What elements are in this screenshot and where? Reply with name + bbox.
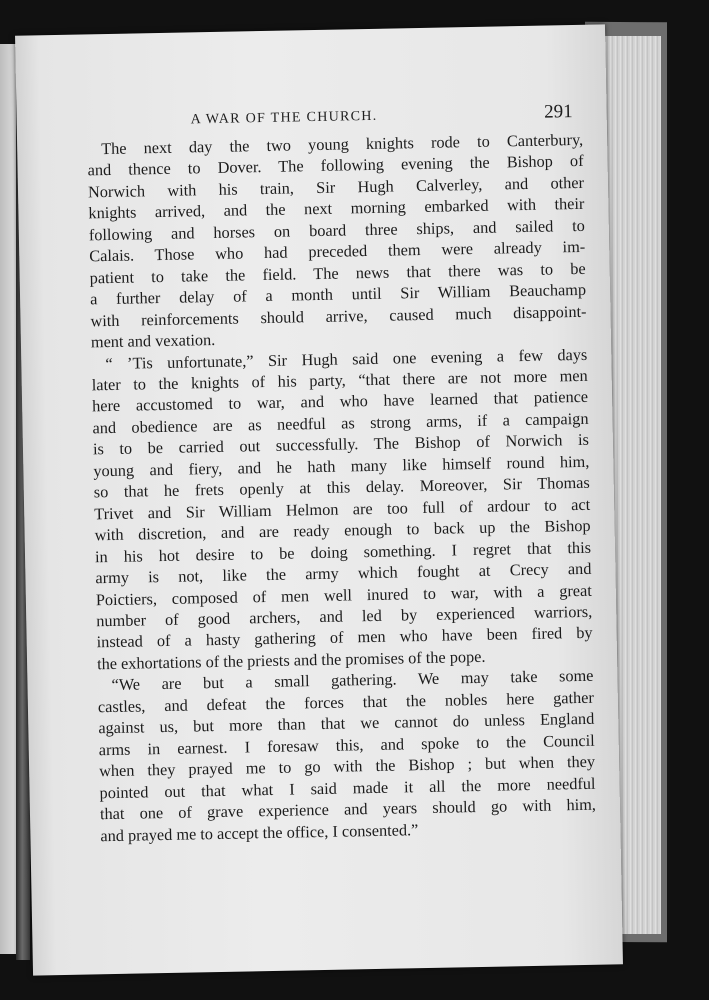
text-line: patient to take the field. The news that there was to be: [89, 258, 586, 288]
text-line: with reinforcements should arrive, caused much disappoint-: [90, 301, 587, 330]
paragraph: [87, 129, 587, 353]
text-line: the exhortations of the priests and the promises of the pope.: [96, 646, 486, 674]
text-line: arms in earnest. I foresaw this, and spoke to the Council: [98, 730, 595, 759]
text-line: against us, but more than that we cannot do unless England: [98, 708, 595, 738]
text-line: number of good archers, and led by experienced warriors,: [96, 601, 593, 631]
text-line: Trivet and Sir William Helmon are too full of ardour to act: [94, 494, 591, 524]
text-line: knights arrived, and the next morning embarked with their: [88, 194, 585, 223]
text-line: later to the knights of his party, “that there are not more men: [91, 365, 588, 395]
paragraph: [97, 665, 596, 846]
text-line: Calais. Those who had preceded them were already im-: [89, 237, 586, 266]
text-line: young and fiery, and he hath many like himself round him,: [93, 451, 590, 481]
text-line: ment and vexation.: [90, 330, 216, 352]
page-number: 291: [543, 101, 573, 123]
text-line: so that he frets openly at this delay. Moreover, Sir Thomas: [93, 473, 590, 502]
body-text: [87, 129, 596, 846]
text-line: “ ’Tis unfortunate,” Sir Hugh said one evening a few days: [105, 344, 588, 373]
paragraph: [91, 343, 593, 674]
text-line: instead of a hasty gathering of men who have been fired by: [96, 623, 593, 652]
text-line: with discretion, and are ready enough to back up the Bishop: [94, 515, 591, 545]
text-line: is to be carried out successfully. The Bishop of Norwich is: [92, 430, 590, 459]
text-line: in his hot desire to be doing something. I regret that this: [94, 537, 592, 566]
text-line: and prayed me to accept the office, I consented.”: [100, 819, 419, 845]
text-line: here accustomed to war, and who have learned that patience: [91, 387, 589, 416]
text-line: Poictiers, composed of men well inured to war, with a great: [95, 580, 592, 609]
text-line: when they prayed me to go with the Bishop ; but when they: [98, 751, 596, 781]
text-line: pointed out that what I said made it all the more needful: [99, 773, 596, 802]
text-line: a further delay of a month until Sir William Beauchamp: [89, 280, 587, 309]
running-head: A WAR OF THE CHURCH.: [190, 108, 378, 128]
text-line: “We are but a small gathering. We may take some: [111, 666, 594, 695]
text-line: following and horses on board three ships, and sailed to: [88, 215, 585, 245]
book-page: [15, 24, 623, 975]
text-line: The next day the two young knights rode to Canterbury,: [101, 129, 584, 159]
text-line: and obedience are as needful as strong arms, if a campaign: [92, 408, 589, 438]
text-line: Norwich with his train, Sir Hugh Calverley, and other: [87, 172, 585, 202]
text-line: army is not, like the army which fought at Crecy and: [95, 558, 592, 588]
text-line: that one of grave experience and years should go with him,: [99, 794, 597, 824]
text-line: and thence to Dover. The following evening the Bishop of: [87, 151, 584, 180]
text-line: castles, and defeat the forces that the nobles here gather: [97, 687, 595, 717]
